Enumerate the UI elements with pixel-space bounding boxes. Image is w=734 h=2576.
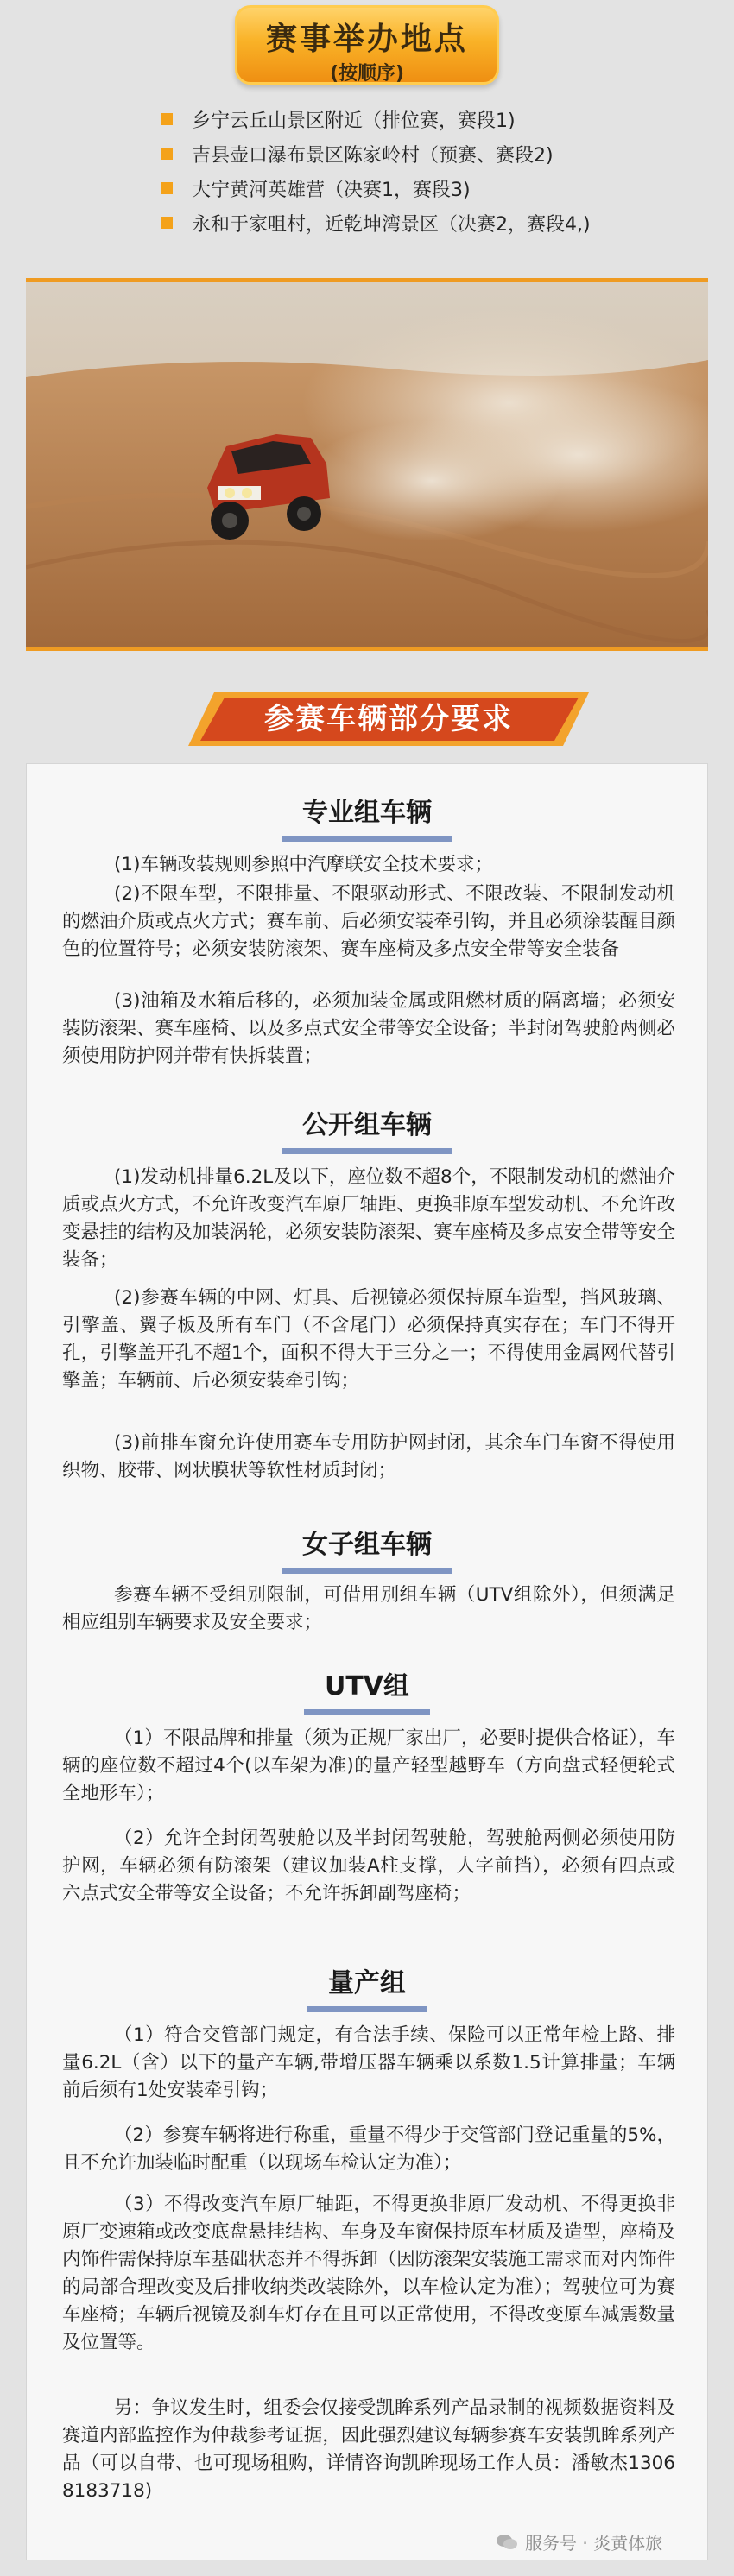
group-heading-pro: [0, 794, 734, 842]
group-heading-women: [0, 1526, 734, 1574]
group-title: 专业组车辆: [282, 794, 452, 842]
group-title: 量产组: [307, 1965, 427, 2012]
group-paragraph: (3)油箱及水箱后移的，必须加装金属或阻燃材质的隔离墙；必须安装防滚架、赛车座椅、以及多点式安全带等安全设备；半封闭驾驶舱两侧必须使用防护网并带有快拆装置；: [62, 990, 675, 1067]
group-title: 公开组车辆: [282, 1107, 452, 1154]
venue-label: 吉县壶口瀑布景区陈家岭村（预赛、赛段2): [192, 144, 554, 167]
group-paragraph: （1）不限品牌和排量（须为正规厂家出厂，必要时提供合格证），车辆的座位数不超过4个(以车架为准)的量产轻型越野车（方向盘式轻便轮式全地形车）；: [62, 1727, 675, 1804]
group-paragraph: （3）不得改变汽车原厂轴距，不得更换非原厂发动机、不得更换非原厂变速箱或改变底盘悬挂结构、车身及车窗保持原车材质及造型，座椅及内饰件需保持原车基础状态并不得拆卸（因防滚架安装施工需求而对内饰件的局部合理改变及后排收纳类改装除外，以车检认定为准）；驾驶位可为赛车座椅；车辆后视镜及刹车灯存在且可以正常使用，不得改变原车减震数量及位置等。: [62, 2194, 675, 2353]
square-bullet-icon: [161, 148, 173, 160]
group-heading-production: [0, 1965, 734, 2012]
header-title: 赛事举办地点: [265, 22, 468, 57]
venue-label: 乡宁云丘山景区附近（排位赛，赛段1): [192, 110, 516, 132]
venue-item: [161, 171, 718, 205]
watermark-text: 服务号 · 炎黄体旅: [525, 2533, 663, 2554]
group-paragraph: (1)发动机排量6.2L及以下，座位数不超8个，不限制发动机的燃油介质或点火方式，不允许改变汽车原厂轴距、更换非原车型发动机、不允许改变悬挂的结构及加装涡轮，必须安装防滚架、赛车座椅及多点安全带等安全装备；: [62, 1166, 675, 1271]
group-paragraph: (2)不限车型，不限排量、不限驱动形式、不限改装、不限制发动机的燃油介质或点火方式；赛车前、后必须安装牵引钩，并且必须涂装醒目颜色的位置符号；必须安装防滚架、赛车座椅及多点安全带等安全装备: [62, 883, 675, 960]
group-paragraph: （2）参赛车辆将进行称重，重量不得少于交管部门登记重量的5%，且不允许加装临时配重（以现场车检认定为准）；: [62, 2125, 675, 2174]
group-paragraph: （1）符合交管部门规定，有合法手续、保险可以正常年检上路、排量6.2L（含）以下的量产车辆,带增压器车辆乘以系数1.5计算排量；车辆前后须有1处安装牵引钩；: [62, 2024, 675, 2101]
section-title: 参赛车辆部分要求: [264, 702, 513, 736]
group-heading-open: [0, 1107, 734, 1154]
group-paragraph: 参赛车辆不受组别限制，可借用别组车辆（UTV组除外），但须满足相应组别车辆要求及安全要求；: [62, 1584, 675, 1633]
venue-item: [161, 136, 718, 171]
venue-list: [161, 102, 718, 240]
group-paragraph: (3)前排车窗允许使用赛车专用防护网封闭，其余车门车窗不得使用织物、胶带、网状膜状等软性材质封闭；: [62, 1432, 675, 1481]
section-banner: [188, 689, 589, 749]
square-bullet-icon: [161, 182, 173, 194]
rally-car-image: [26, 282, 708, 647]
group-heading-utv: [0, 1668, 734, 1715]
watermark: [496, 2529, 662, 2554]
header-subtitle: (按顺序): [329, 63, 405, 85]
square-bullet-icon: [161, 217, 173, 229]
wechat-icon: [496, 2533, 518, 2552]
header-badge: [235, 5, 499, 85]
rally-photo: [26, 278, 708, 651]
venue-item: [161, 205, 718, 240]
venue-label: 大宁黄河英雄营（决赛1，赛段3): [192, 179, 471, 201]
group-title: 女子组车辆: [282, 1526, 452, 1574]
group-title: UTV组: [304, 1668, 430, 1715]
group-paragraph: （2）允许全封闭驾驶舱以及半封闭驾驶舱，驾驶舱两侧必须使用防护网，车辆必须有防滚架（建议加装A柱支撑，人字前挡），必须有四点或六点式安全带等安全设备；不允许拆卸副驾座椅；: [62, 1828, 675, 1904]
venue-item: [161, 102, 718, 136]
square-bullet-icon: [161, 113, 173, 125]
note-paragraph: 另：争议发生时，组委会仅接受凯眸系列产品录制的视频数据资料及赛道内部监控作为仲裁参考证据，因此强烈建议每辆参赛车安装凯眸系列产品（可以自带、也可现场租购，详情咨询凯眸现场工作人员：潘敏杰13068183718): [62, 2397, 675, 2502]
group-paragraph: (1)车辆改装规则参照中汽摩联安全技术要求；: [114, 854, 493, 875]
group-paragraph: (2)参赛车辆的中网、灯具、后视镜必须保持原车造型，挡风玻璃、引擎盖、翼子板及所有车门（不含尾门）必须保持真实存在；车门不得开孔，引擎盖开孔不超1个，面积不得大于三分之一；不得使用金属网代替引擎盖；车辆前、后必须安装牵引钩；: [62, 1287, 675, 1392]
venue-label: 永和于家咀村，近乾坤湾景区（决赛2，赛段4,): [192, 213, 591, 236]
